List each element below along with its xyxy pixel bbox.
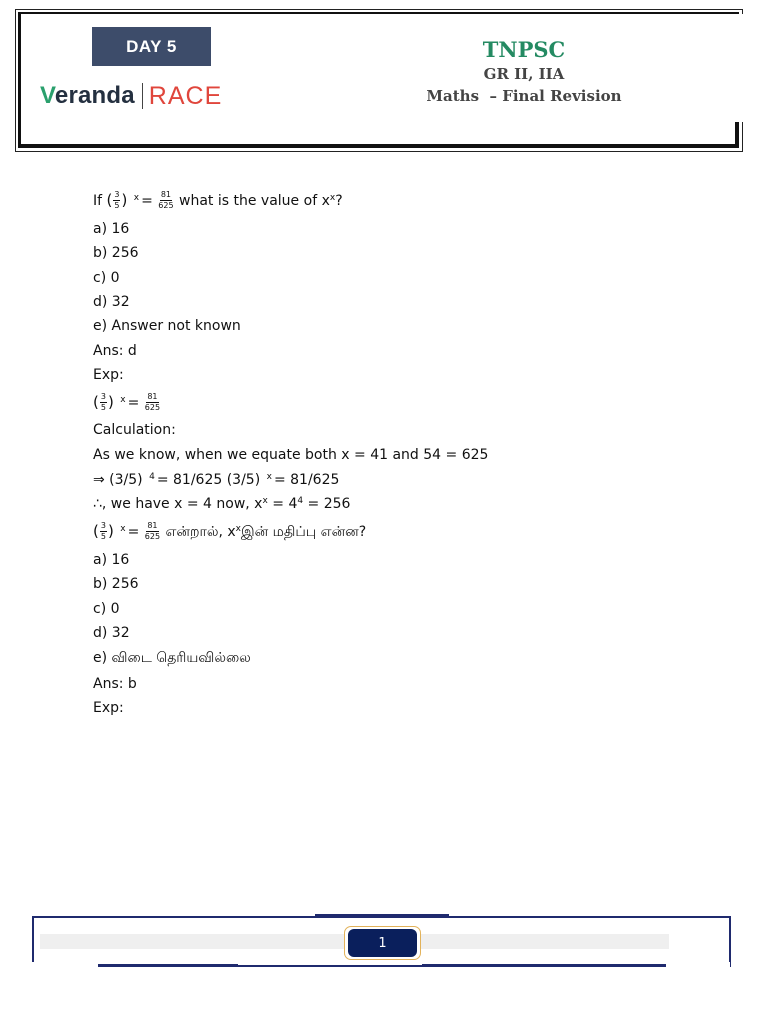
header-title-block: [400, 36, 648, 107]
veranda-race-logo: [40, 80, 222, 112]
exam-subject: Maths – Final Revision: [426, 87, 622, 105]
option-d-ta: d) 32: [93, 625, 130, 641]
option-b-en: b) 256: [93, 245, 139, 261]
footer-top-accent: [315, 914, 449, 918]
base-fraction: $\frac{3}{5}$: [100, 391, 106, 412]
header-frame-notch: [735, 14, 743, 122]
base-fraction: $\frac{3}{5}$: [114, 189, 120, 210]
option-b-ta: b) 256: [93, 576, 139, 592]
logo-brand-rest: eranda: [54, 82, 135, 109]
logo-product: RACE: [148, 81, 223, 110]
explanation-line-3: ∴, we have x = 4 now, $x^x = 4^4 = 256$: [93, 496, 351, 512]
answer-ta: Ans: b: [93, 676, 137, 692]
explanation-label-en: Exp:: [93, 367, 124, 383]
footer-bottom-line-left: [98, 964, 238, 966]
explanation-line-2: ⇒ (3/5) $^4$ = 81/625 (3/5) $^x$ = 81/625: [93, 472, 340, 488]
question-text-ta: ( $\frac{3}{5}$ ) $^x$ = $\frac{81}{625}$ என்றால், $x^xஇன்$ மதிப்பு என்ன?: [93, 520, 367, 541]
question-ask: what is the value of x: [179, 193, 330, 209]
question-text-en: If ( $\frac{3}{5}$ ) $^x$ = $\frac{81}{625}$ what is the value of $x^x$?: [93, 189, 343, 210]
rhs-fraction: $\frac{81}{625}$: [144, 520, 161, 541]
option-e-en: e) Answer not known: [93, 318, 241, 334]
rhs-fraction: $\frac{81}{625}$: [158, 189, 174, 210]
option-e-ta: e) விடை தெரியவில்லை: [93, 650, 251, 666]
exam-title: TNPSC: [482, 37, 566, 62]
rhs-fraction: $\frac{81}{625}$: [144, 391, 161, 412]
day-badge: [92, 27, 211, 66]
explanation-equation: ( $\frac{3}{5}$ ) $^x$ = $\frac{81}{625}$: [93, 391, 161, 412]
explanation-label-ta: Exp:: [93, 700, 124, 716]
day-badge-label: DAY 5: [126, 36, 177, 56]
page-number: [348, 929, 417, 957]
page-number-label: 1: [378, 935, 387, 951]
question-if: If: [93, 193, 103, 209]
option-c-ta: c) 0: [93, 601, 120, 617]
logo-brand: [40, 82, 135, 110]
logo-brand-initial: V: [40, 82, 55, 109]
answer-en: Ans: d: [93, 343, 137, 359]
base-fraction: $\frac{3}{5}$: [100, 520, 106, 541]
option-d-en: d) 32: [93, 294, 130, 310]
footer-frame-gap-right: [666, 962, 730, 968]
option-a-en: a) 16: [93, 221, 130, 237]
calculation-label: Calculation:: [93, 422, 176, 438]
footer-frame-gap-left: [32, 962, 98, 968]
logo-divider: [142, 83, 143, 109]
footer-bottom-line-right: [422, 964, 666, 966]
question-power: x: [133, 193, 140, 203]
exam-grade: GR II, IIA: [483, 65, 565, 83]
option-c-en: c) 0: [93, 270, 120, 286]
option-a-ta: a) 16: [93, 552, 130, 568]
explanation-line-1: As we know, when we equate both x = 41 and 54 = 625: [93, 447, 489, 463]
